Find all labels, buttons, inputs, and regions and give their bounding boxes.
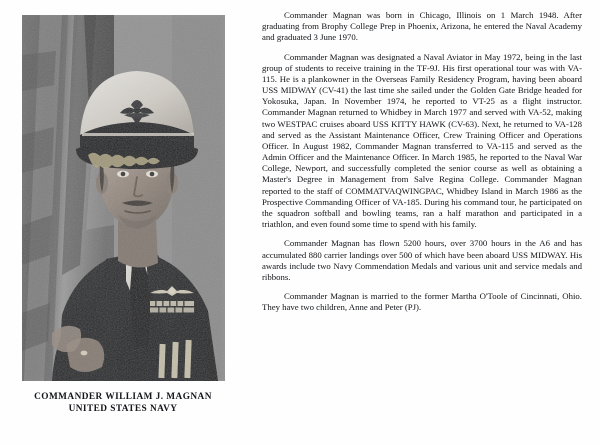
portrait-caption	[12, 391, 234, 415]
portrait-column	[0, 0, 240, 446]
bio-paragraph-flight-hours-awards: Commander Magnan has flown 5200 hours, over 3700 hours in the A6 and has accumulated 880 carrier landings over 500 of which have been aboard USS MIDWAY. His awards include two Navy Commendation Medals and various unit and service medals and ribbons.	[262, 238, 582, 282]
portrait-illustration	[22, 15, 225, 381]
caption-line-service: UNITED STATES NAVY	[68, 404, 178, 414]
officer-portrait-photo	[22, 15, 225, 381]
caption-line-rank-name: COMMANDER WILLIAM J. MAGNAN	[34, 392, 212, 402]
bio-paragraph-family: Commander Magnan is married to the former Martha O'Toole of Cincinnati, Ohio. They have two children, Anne and Peter (PJ).	[262, 291, 582, 313]
biography-text-column	[262, 10, 582, 313]
bio-paragraph-birth-education: Commander Magnan was born in Chicago, Illinois on 1 March 1948. After graduating from Brophy College Prep in Phoenix, Arizona, he entered the Naval Academy and graduated 3 June 1970.	[262, 10, 582, 43]
bio-paragraph-naval-career: Commander Magnan was designated a Naval Aviator in May 1972, being in the last group of students to receive training in the TF-9J. His first operational tour was with VA-115. He is a plankowner in the Overseas Family Residency Program, having been aboard USS MIDWAY (CV-41) the last time she sailed under the Golden Gate Bridge headed for Yokosuka, Japan. In November 1974, he reported to VT-25 as a flight instructor. Commander Magnan returned to Whidbey in March 1977 and served with VA-52, making two WESTPAC cruises aboard USS KITTY HAWK (CV-63). Next, he returned to VA-128 and served as the Assistant Maintenance Officer, Crew Training Officer and Operations Officer. In August 1982, Commander Magnan transferred to VA-115 and served as the Admin Officer and the Maintenance Officer. In March 1985, he reported to the Naval War College, Newport, and successfully completed the senior course as well as obtaining a Master's Degree in Management from Salve Regina College. Commander Magnan reported to the staff of COMMATVAQWINGPAC, Whidbey Island in March 1986 as the Prospective Commanding Officer of VA-185. During his command tour, he participated on the squadron softball and bowling teams, ran a half marathon and participated in a triathlon, and even found some time to spend with his family.	[262, 51, 582, 229]
